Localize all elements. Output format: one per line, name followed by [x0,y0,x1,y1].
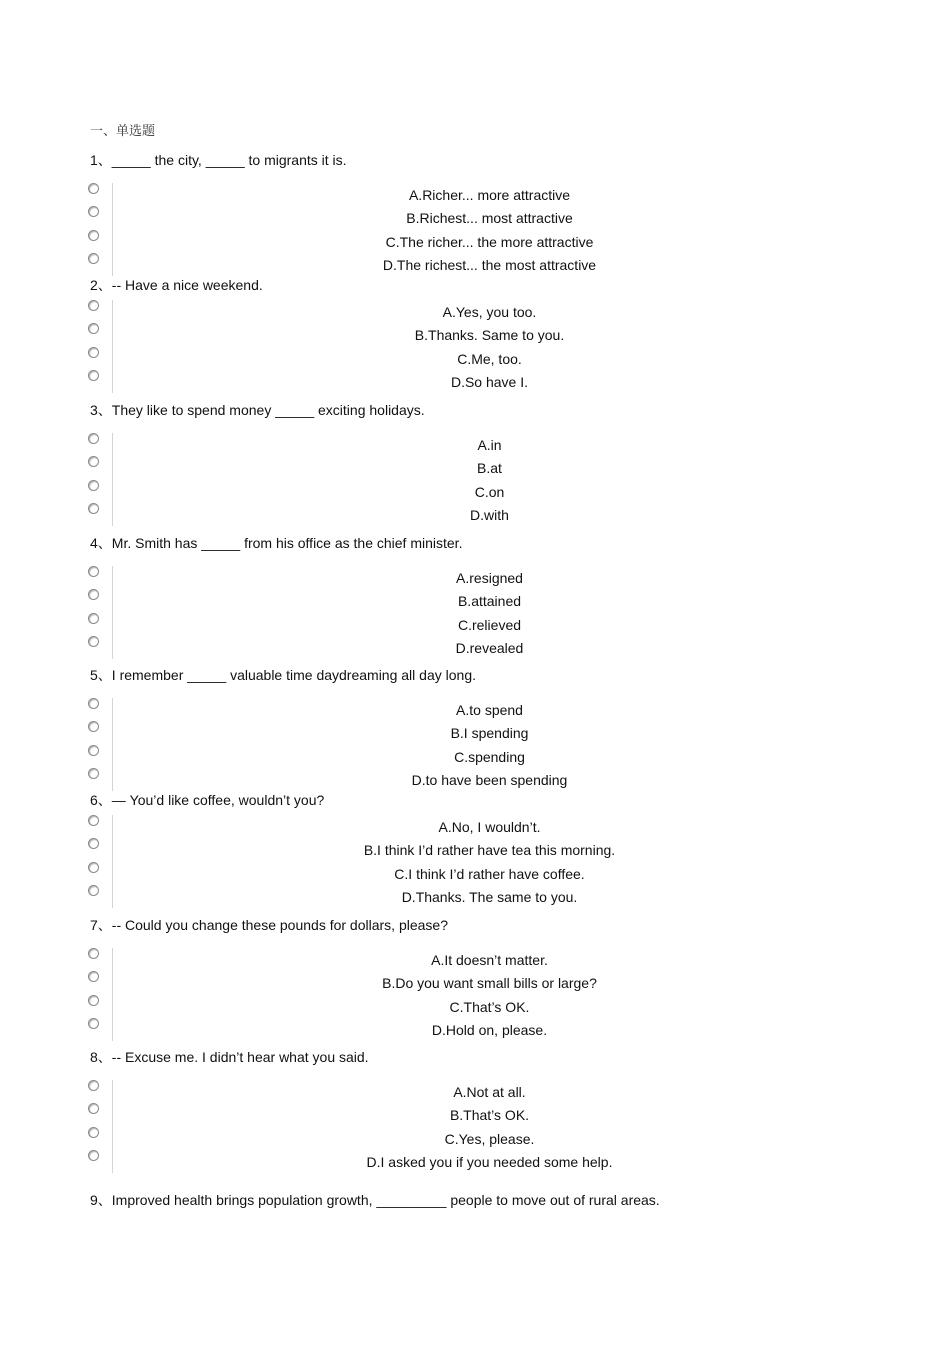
option-row[interactable] [86,1103,866,1126]
radio-icon[interactable] [88,862,99,873]
option-label: C.That’s OK. [449,998,530,1015]
question-3-options [86,433,866,526]
option-label: B.I think I’d rather have tea this morning. [363,842,616,859]
radio-icon[interactable] [88,480,99,491]
option-row[interactable] [86,480,866,503]
radio-icon[interactable] [88,253,99,264]
radio-icon[interactable] [88,768,99,779]
option-label: C.Me, too. [457,350,522,367]
option-row[interactable] [86,566,866,589]
option-row[interactable] [86,1080,866,1103]
question-4-options [86,566,866,659]
option-row[interactable] [86,613,866,636]
radio-icon[interactable] [88,948,99,959]
option-label: A.in [477,437,502,453]
radio-icon[interactable] [88,183,99,194]
option-label: D.Hold on, please. [431,1021,548,1038]
option-label: A.Richer... more attractive [408,187,571,203]
radio-icon[interactable] [88,1080,99,1091]
option-row[interactable] [86,370,866,393]
radio-icon[interactable] [88,206,99,217]
radio-icon[interactable] [88,230,99,241]
option-label: D.with [470,506,509,523]
option-label: A.resigned [456,570,523,586]
option-row[interactable] [86,838,866,861]
option-label: D.The richest... the most attractive [382,256,597,273]
option-row[interactable] [86,323,866,346]
option-label: A.Yes, you too. [442,304,537,320]
question-4-text: 4、Mr. Smith has _____ from his office as the chief minister. [90,535,463,551]
radio-icon[interactable] [88,1150,99,1161]
option-label: D.So have I. [450,373,529,390]
radio-icon[interactable] [88,698,99,709]
radio-icon[interactable] [88,838,99,849]
option-label: C.on [474,483,505,500]
option-label: C.The richer... the more attractive [385,233,594,250]
question-1-options [86,183,866,276]
option-label: D.revealed [455,639,524,656]
radio-icon[interactable] [88,323,99,334]
radio-icon[interactable] [88,456,99,467]
option-label: B.That’s OK. [449,1107,530,1124]
option-row[interactable] [86,1150,866,1173]
radio-icon[interactable] [88,433,99,444]
radio-icon[interactable] [88,1018,99,1029]
option-row[interactable] [86,1018,866,1041]
question-6-options [86,815,866,908]
option-label: B.Thanks. Same to you. [414,327,565,344]
option-label: C.relieved [457,616,522,633]
question-6-text: 6、— You’d like coffee, wouldn’t you? [90,792,325,808]
radio-icon[interactable] [88,636,99,647]
question-2-options [86,300,866,393]
radio-icon[interactable] [88,721,99,732]
radio-icon[interactable] [88,745,99,756]
question-7-options [86,948,866,1041]
option-row[interactable] [86,300,866,323]
option-label: A.to spend [456,702,523,718]
option-label: D.Thanks. The same to you. [401,888,578,905]
option-label: B.Do you want small bills or large? [382,975,597,992]
option-label: B.attained [457,593,522,610]
question-3-text: 3、They like to spend money _____ exciting holidays. [90,402,425,418]
question-5-text: 5、I remember _____ valuable time daydreaming all day long. [90,667,476,683]
option-row[interactable] [86,347,866,370]
section-title: 一、单选题 [90,124,156,139]
option-row[interactable] [86,433,866,456]
radio-icon[interactable] [88,1103,99,1114]
option-row[interactable] [86,183,866,206]
radio-icon[interactable] [88,566,99,577]
question-1-text: 1、_____ the city, _____ to migrants it is. [90,152,347,168]
option-row[interactable] [86,589,866,612]
option-row[interactable] [86,698,866,721]
radio-icon[interactable] [88,613,99,624]
radio-icon[interactable] [88,995,99,1006]
option-row[interactable] [86,206,866,229]
question-8-options [86,1080,866,1173]
option-label: B.at [477,460,502,477]
radio-icon[interactable] [88,971,99,982]
option-row[interactable] [86,971,866,994]
question-7-text: 7、-- Could you change these pounds for dollars, please? [90,917,448,933]
option-row[interactable] [86,230,866,253]
option-label: A.It doesn’t matter. [431,952,548,968]
option-label: B.I spending [450,725,529,742]
question-2-text: 2、-- Have a nice weekend. [90,277,263,293]
radio-icon[interactable] [88,347,99,358]
option-row[interactable] [86,885,866,908]
option-label: A.Not at all. [453,1084,526,1100]
question-8-text: 8、-- Excuse me. I didn’t hear what you said. [90,1049,369,1065]
radio-icon[interactable] [88,503,99,514]
option-label: C.spending [454,748,525,765]
radio-icon[interactable] [88,1127,99,1138]
option-label: C.I think I’d rather have coffee. [394,865,585,882]
option-row[interactable] [86,503,866,526]
option-row[interactable] [86,721,866,744]
question-5-options [86,698,866,791]
radio-icon[interactable] [88,370,99,381]
option-label: A.No, I wouldn’t. [438,819,541,835]
option-row[interactable] [86,745,866,768]
radio-icon[interactable] [88,300,99,311]
option-row[interactable] [86,862,866,885]
option-row[interactable] [86,815,866,838]
radio-icon[interactable] [88,589,99,600]
radio-icon[interactable] [88,885,99,896]
option-row[interactable] [86,1127,866,1150]
option-label: D.I asked you if you needed some help. [366,1153,613,1170]
option-row[interactable] [86,948,866,971]
option-row[interactable] [86,456,866,479]
question-9-text: 9、Improved health brings population growth, _________ people to move out of rural areas. [90,1192,660,1208]
option-label: D.to have been spending [411,771,568,788]
option-label: C.Yes, please. [444,1130,535,1147]
option-row[interactable] [86,636,866,659]
radio-icon[interactable] [88,815,99,826]
option-label: B.Richest... most attractive [406,210,573,227]
option-row[interactable] [86,253,866,276]
option-row[interactable] [86,995,866,1018]
option-row[interactable] [86,768,866,791]
